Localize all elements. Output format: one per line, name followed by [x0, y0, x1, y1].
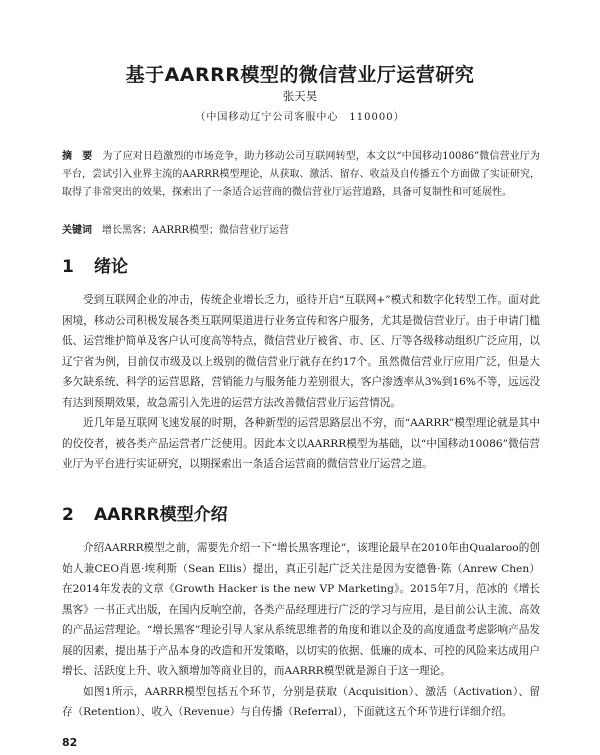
section-1-number: 1	[62, 257, 74, 277]
section-2-number: 2	[62, 505, 74, 525]
keywords-text: 增长黑客；AARRR模型；微信营业厅运营	[102, 225, 290, 236]
abstract-text: 为了应对日趋激烈的市场竞争，助力移动公司互联网转型，本文以“中国移动10086”微信营业厅为平台，尝试引入业界主流的AARRR模型理论，从获取、激活、留存、收益及自传播五个方面做了实证研究，取得了非常突出的效果，探索出了一条适合运营商的微信营业厅运营道路，具备可复制性和可延展性。	[62, 151, 540, 198]
paragraph: 如图1所示，AARRR模型包括五个环节，分别是获取（Acquisition）、激活（Activation）、留存（Retention）、收入（Revenue）与自传播（Referral），下面就这五个环节进行详细介绍。	[62, 685, 540, 718]
paragraph: 介绍AARRR模型之前，需要先介绍一下“增长黑客理论”，该理论最早在2010年由Qualaroo的创始人兼CEO肖恩·埃利斯（Sean Ellis）提出，真正引起广泛关注是因为安德鲁·陈（Anrew Chen）在2014年发表的文章《Growth Hacker is the new VP Marketing》。2015年7月，范冰的《增长黑客》一书正式出版，在国内反响空前，各类产品经理进行广泛的学习与应用，是目前公认主流、高效的产品运营理论。“增长黑客”理论引导人家从系统思维者的角度和谁以企及的高度通盘考虑影响产品发展的因素，提出基于产品本身的改造和开发策略，以切实的依据、低廉的成本、可控的风险来达成用户增长、活跃度上升、收入额增加等商业目的，而AARRR模型就是源自于这一理论。	[62, 542, 540, 677]
section-2-body	[62, 538, 540, 723]
author-name: 张天昊	[282, 89, 318, 103]
paper-title: 基于AARRR模型的微信营业厅运营研究	[125, 64, 475, 86]
section-1-title: 绪论	[94, 257, 128, 277]
section-1-body	[62, 290, 540, 475]
abstract-label: 摘 要	[62, 151, 93, 162]
keywords-label: 关键词	[62, 225, 92, 236]
keywords	[62, 222, 540, 240]
paragraph: 近几年是互联网飞速发展的时期，各种新型的运营思路层出不穷，而“AARRR”模型理论就是其中的佼佼者，被各类产品运营者广泛使用。因此本文以AARRR模型为基础，以“中国移动10086”微信营业厅为平台进行实证研究，以期探索出一条适合运营商的微信营业厅运营之道。	[62, 417, 540, 470]
section-2-heading	[62, 500, 228, 525]
author-affiliation: （中国移动辽宁公司客服中心 110000）	[195, 112, 405, 123]
paragraph: 受到互联网企业的冲击，传统企业增长乏力，亟待开启“互联网+”模式和数字化转型工作。面对此困境，移动公司积极发展各类互联网渠道进行业务宣传和客户服务，尤其是微信营业厅。由于申请门槛低、运营维护简单及客户认可度高等特点，微信营业厅被省、市、区、厅等各级移动组织广泛应用，以辽宁省为例，目前仅市级及以上级别的微信营业厅就存在约17个。虽然微信营业厅应用广泛，但是大多欠缺系统、科学的运营思路，营销能力与服务能力差别很大，客户渗透率从3%到16%不等，远远没有达到预期效果，故急需引入先进的运营方法改善微信营业厅运营情况。	[62, 294, 540, 409]
section-1-heading	[62, 252, 128, 277]
section-2-title: AARRR模型介绍	[94, 505, 228, 525]
page-number: 82	[62, 736, 78, 749]
abstract	[62, 148, 540, 202]
